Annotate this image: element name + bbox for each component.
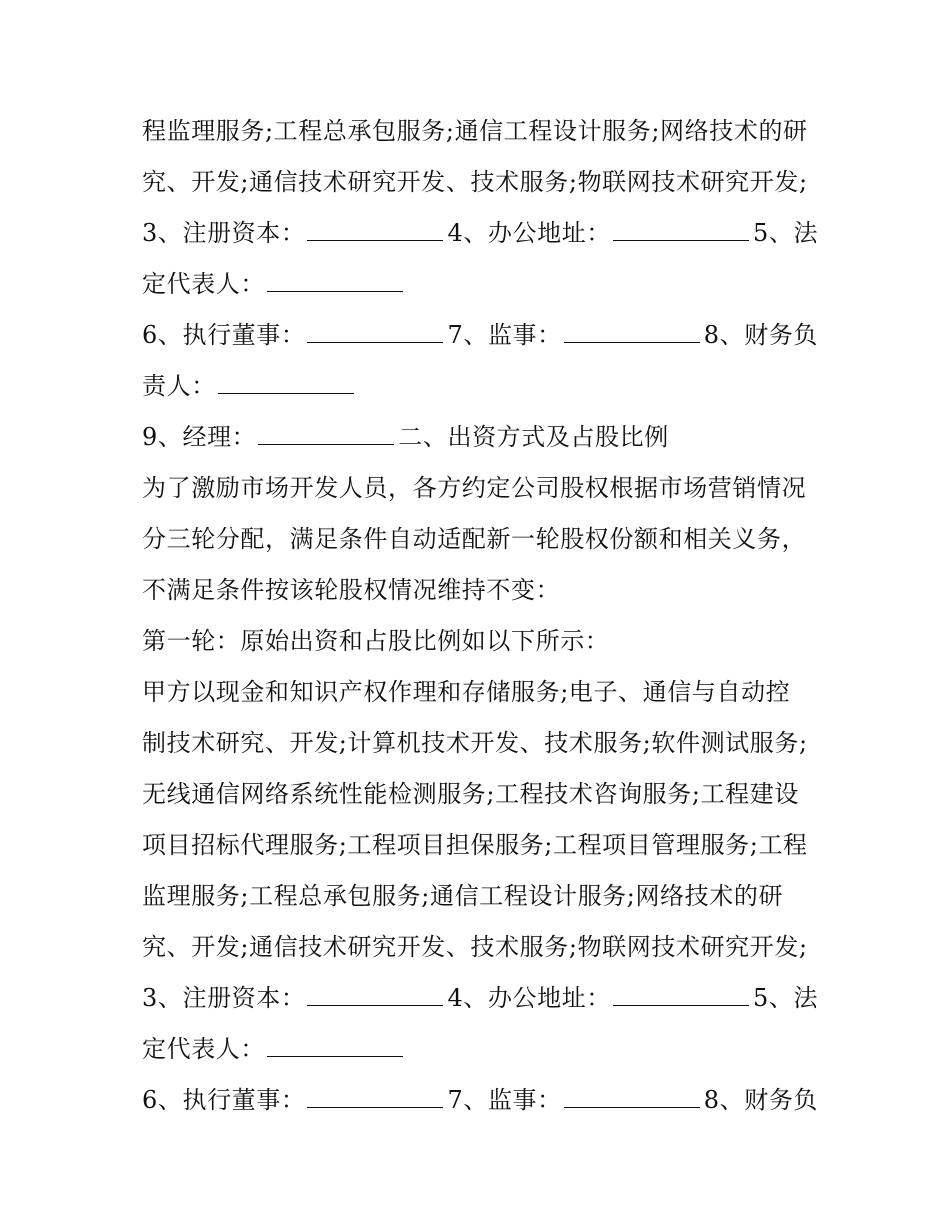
- fill-in-blank: [267, 1034, 403, 1057]
- line-text: 3、注册资本：: [142, 219, 306, 247]
- line-text: 分三轮分配，满足条件自动适配新一轮股权份额和相关义务，: [142, 525, 807, 553]
- line-text: 6、执行董事：: [142, 1086, 306, 1114]
- text-line-2: [142, 157, 822, 208]
- fill-in-blank: [564, 1085, 700, 1108]
- line-text: 8、财务负: [703, 321, 819, 349]
- text-line-13: [142, 718, 822, 769]
- text-line-11: [142, 616, 822, 667]
- fill-in-blank: [564, 320, 700, 343]
- text-line-8: [142, 463, 822, 514]
- line-text: 第一轮：原始出资和占股比例如以下所示：: [142, 627, 610, 655]
- line-text: 为了激励市场开发人员，各方约定公司股权根据市场营销情况: [142, 474, 807, 502]
- line-text: 不满足条件按该轮股权情况维持不变：: [142, 576, 561, 604]
- fill-in-blank: [613, 983, 749, 1006]
- line-text: 7、监事：: [447, 1086, 562, 1114]
- text-line-19: [142, 1024, 822, 1075]
- fill-in-blank: [218, 371, 354, 394]
- text-line-3: [142, 208, 822, 259]
- text-line-16: [142, 871, 822, 922]
- text-line-10: [142, 565, 822, 616]
- line-text: 7、监事：: [447, 321, 562, 349]
- line-text: 监理服务;工程总承包服务;通信工程设计服务;网络技术的研: [142, 882, 784, 910]
- fill-in-blank: [307, 218, 443, 241]
- line-text: 5、法: [752, 984, 819, 1012]
- text-line-4: [142, 259, 822, 310]
- line-text: 甲方以现金和知识产权作理和存储服务;电子、通信与自动控: [142, 678, 791, 706]
- line-text: 定代表人：: [142, 1035, 265, 1063]
- line-text: 无线通信网络系统性能检测服务;工程技术咨询服务;工程建设: [142, 780, 799, 808]
- text-line-18: [142, 973, 822, 1024]
- line-text: 制技术研究、开发;计算机技术开发、技术服务;软件测试服务;: [142, 729, 808, 757]
- text-line-7: [142, 412, 822, 463]
- text-line-20: [142, 1075, 822, 1126]
- fill-in-blank: [613, 218, 749, 241]
- line-text: 6、执行董事：: [142, 321, 306, 349]
- line-text: 4、办公地址：: [447, 219, 611, 247]
- section-heading: 二、出资方式及占股比例: [398, 423, 669, 451]
- line-text: 项目招标代理服务;工程项目担保服务;工程项目管理服务;工程: [142, 831, 808, 859]
- line-text: 4、办公地址：: [447, 984, 611, 1012]
- document-page: [142, 106, 822, 1126]
- fill-in-blank: [267, 269, 403, 292]
- fill-in-blank: [307, 1085, 443, 1108]
- line-text: 责人：: [142, 372, 216, 400]
- text-line-6: [142, 361, 822, 412]
- text-line-1: [142, 106, 822, 157]
- text-line-12: [142, 667, 822, 718]
- line-text: 9、经理：: [142, 423, 257, 451]
- line-text: 定代表人：: [142, 270, 265, 298]
- text-line-9: [142, 514, 822, 565]
- text-line-14: [142, 769, 822, 820]
- text-line-17: [142, 922, 822, 973]
- fill-in-blank: [307, 320, 443, 343]
- fill-in-blank: [258, 422, 394, 445]
- fill-in-blank: [307, 983, 443, 1006]
- line-text: 程监理服务;工程总承包服务;通信工程设计服务;网络技术的研: [142, 117, 808, 145]
- line-text: 3、注册资本：: [142, 984, 306, 1012]
- text-line-5: [142, 310, 822, 361]
- text-line-15: [142, 820, 822, 871]
- line-text: 究、开发;通信技术研究开发、技术服务;物联网技术研究开发;: [142, 933, 808, 961]
- line-text: 5、法: [752, 219, 819, 247]
- line-text: 究、开发;通信技术研究开发、技术服务;物联网技术研究开发;: [142, 168, 808, 196]
- line-text: 8、财务负: [703, 1086, 819, 1114]
